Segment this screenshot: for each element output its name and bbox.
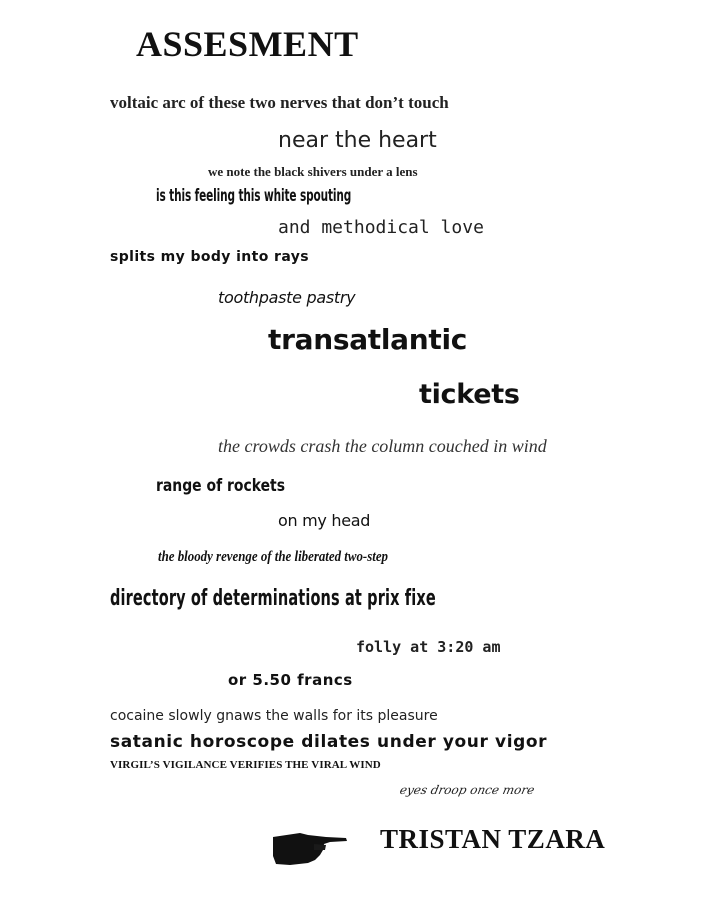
poem-line: toothpaste pastry <box>218 288 356 307</box>
poem-line: cocaine slowly gnaws the walls for its pleasure <box>110 708 438 724</box>
poem-line: is this feeling this white spouting <box>156 186 352 206</box>
poem-line: VIRGIL’S VIGILANCE VERIFIES THE VIRAL WIND <box>110 759 381 771</box>
poem-line: satanic horoscope dilates under your vigor <box>110 732 548 752</box>
poem-line: directory of determinations at prix fixe <box>110 586 436 611</box>
poem-line: the bloody revenge of the liberated two-step <box>158 549 389 565</box>
poem-title: ASSESMENT <box>136 24 359 64</box>
pointing-hand-icon <box>270 828 350 870</box>
poem-line: voltaic arc of these two nerves that don’t touch <box>110 93 449 112</box>
poem-line: splits my body into rays <box>110 249 310 265</box>
poem-line: or 5.50 francs <box>228 671 353 689</box>
poem-line: we note the black shivers under a lens <box>208 164 418 179</box>
author-signature: TRISTAN TZARA <box>380 824 606 854</box>
poem-line: on my head <box>278 511 371 530</box>
poem-line: range of rockets <box>156 476 286 496</box>
poem-line: eyes droop once more <box>398 783 536 797</box>
poem-line: folly at 3:20 am <box>356 638 501 656</box>
poem-line: the crowds crash the column couched in wind <box>218 436 547 456</box>
poem-line: and methodical love <box>278 217 484 238</box>
poem-line: near the heart <box>278 128 437 153</box>
poem-line: tickets <box>419 379 520 410</box>
poem-line: transatlantic <box>268 323 468 356</box>
